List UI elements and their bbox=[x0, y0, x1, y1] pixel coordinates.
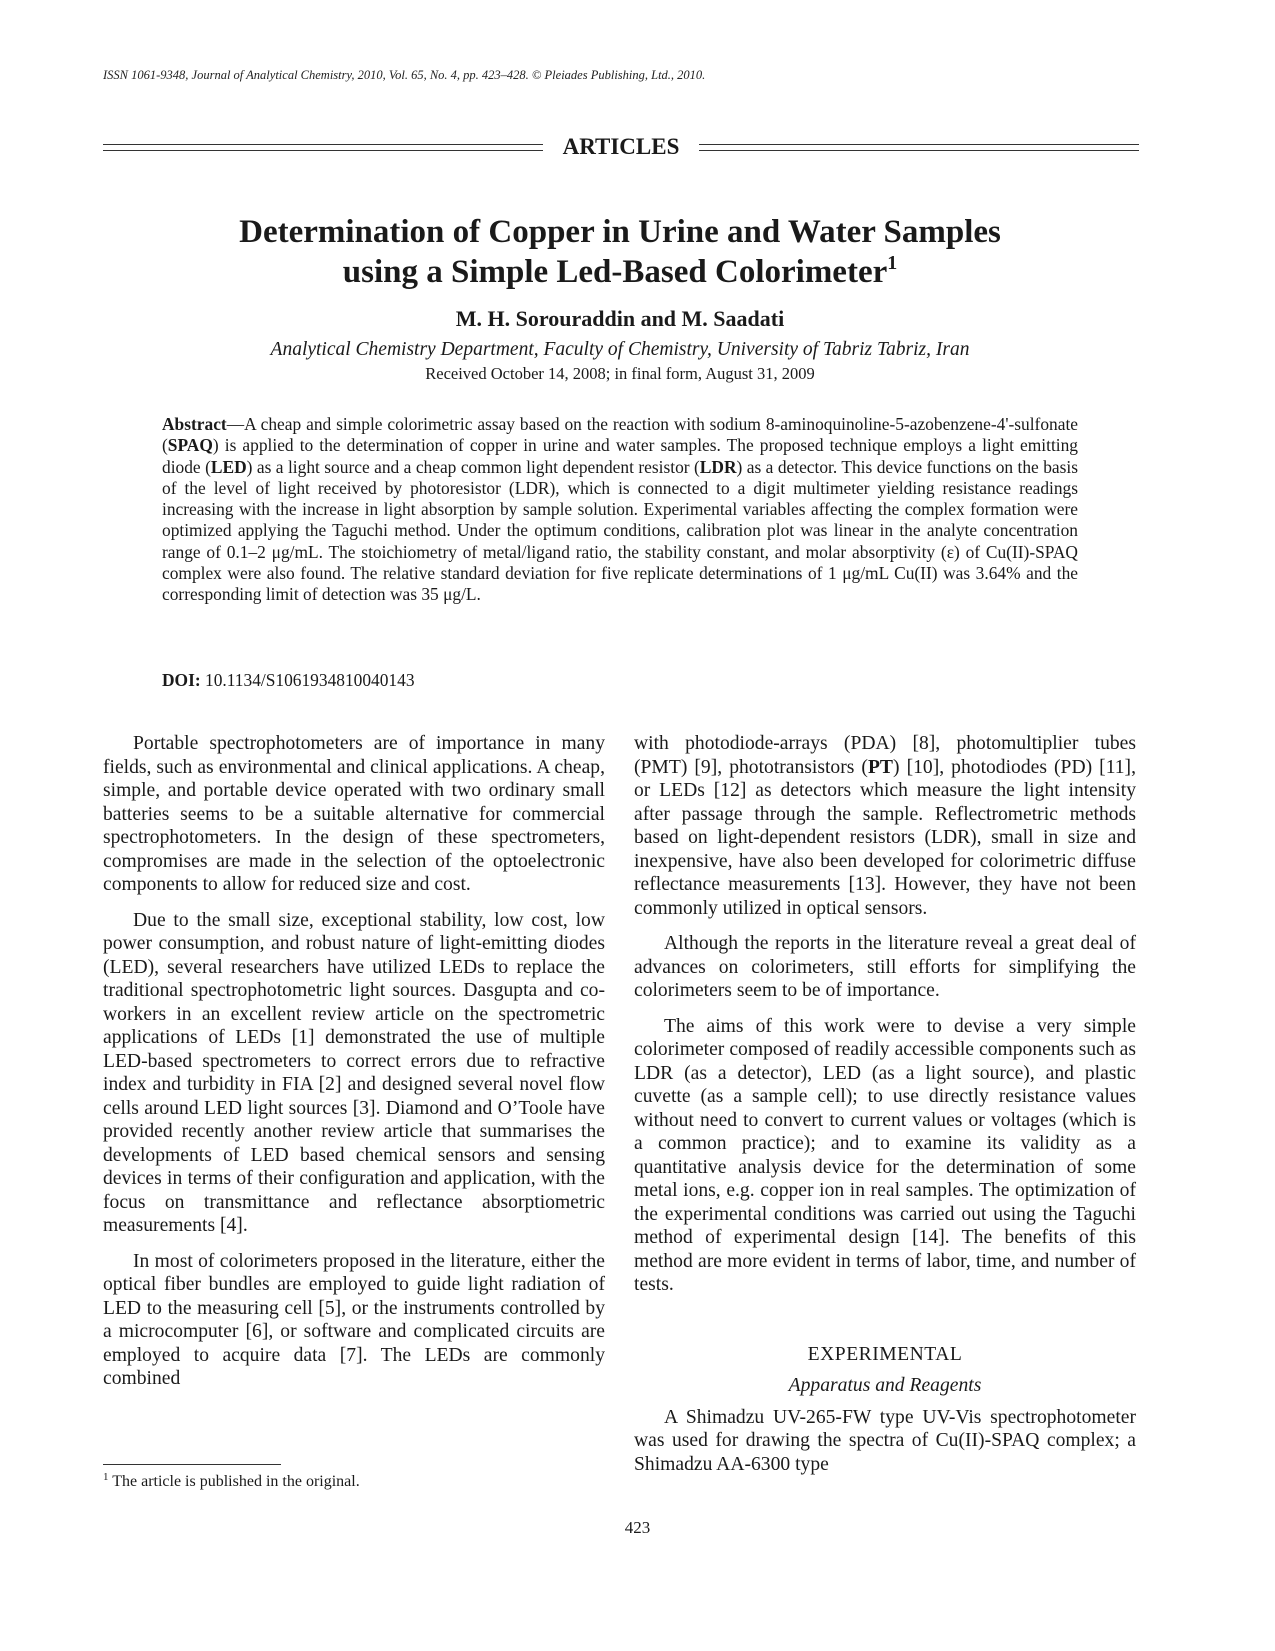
abstract-text-3: ) as a light source and a cheap common light dependent resistor ( bbox=[246, 456, 700, 477]
section-banner bbox=[103, 134, 1139, 164]
paragraph: Due to the small size, exceptional stability, low cost, low power consumption, and robust nature of light-emitting diodes (LED), several researchers have utilized LEDs to replace the traditional spectrophotometric light sources. Dasgupta and co-workers in an excellent review article on the spectrometric applications of LEDs [1] demonstrated the use of multiple LED-based spectrometers to correct errors due to refractive index and turbidity in FIA [2] and designed several novel flow cells around LED light sources [3]. Diamond and O’Toole have provided recently another review article that summarises the developments of LED based chemical sensors and sensing devices in terms of their configuration and application, with the focus on transmittance and reflectance absorptiometric measurements [4]. bbox=[103, 909, 605, 1236]
abstract-bold-spaq: SPAQ bbox=[167, 435, 213, 456]
title-line-2 bbox=[120, 252, 1120, 292]
paragraph-text: with photodiode-arrays (PDA) [8], photomultiplier tubes (PMT) [9], phototransistors ( bbox=[634, 733, 1136, 778]
abstract-bold-ldr: LDR bbox=[699, 456, 737, 477]
paragraph: A Shimadzu UV-265-FW type UV-Vis spectrophotometer was used for drawing the spectra of Cu(II)-SPAQ complex; a Shimadzu AA-6300 type bbox=[634, 1406, 1136, 1475]
section-banner-label: ARTICLES bbox=[562, 134, 680, 159]
article-title bbox=[120, 212, 1120, 292]
banner-rule-right bbox=[699, 144, 1139, 151]
subsection-heading-apparatus: Apparatus and Reagents bbox=[788, 1375, 982, 1396]
paragraph: The aims of this work were to devise a very simple colorimeter composed of readily accessible components such as LDR (as a detector), LED (as a light source), and plastic cuvette (as a sample cell); to use directly resistance values without need to convert to current values or voltages (which is a common practice); and to examine its validity as a quantitative analysis device for the determination of some metal ions, e.g. copper ion in real samples. The optimization of the experimental conditions was carried out using the Taguchi method of experimental design [14]. The benefits of this method are more evident in terms of labor, time, and number of tests. bbox=[634, 1015, 1136, 1295]
banner-rule-left bbox=[103, 144, 543, 151]
abstract-bold-led: LED bbox=[210, 456, 247, 477]
right-column bbox=[634, 732, 1136, 1476]
journal-citation: ISSN 1061-9348, Journal of Analytical Chemistry, 2010, Vol. 65, No. 4, pp. 423–428. © Pleiades Publishing, Ltd., 2010. bbox=[103, 68, 706, 82]
doi-label: DOI: bbox=[162, 670, 201, 690]
paragraph: Portable spectrophotometers are of importance in many fields, such as environmental and clinical applications. A cheap, simple, and portable device operated with two ordinary small batteries seems to be a suitable alternative for commercial spectrophotometers. In the design of these spectrometers, compromises are made in the selection of the optoelectronic components to allow for reduced size and cost. bbox=[103, 733, 605, 895]
abstract-text-1: —A cheap and simple colorimetric assay based on the reaction with sodium 8-aminoquinoline-5-azobenzene-4'-sulfonate ( bbox=[162, 414, 1078, 456]
received-dates: Received October 14, 2008; in final form, August 31, 2009 bbox=[425, 364, 815, 383]
title-line-2-text: using a Simple Led-Based Colorimeter bbox=[342, 254, 888, 290]
doi-link[interactable]: 10.1134/S1061934810040143 bbox=[205, 670, 415, 690]
footnote bbox=[103, 1473, 360, 1491]
section-heading-experimental: EXPERIMENTAL bbox=[807, 1343, 963, 1365]
title-line-1: Determination of Copper in Urine and Water Samples bbox=[239, 214, 1001, 250]
title-footnote-mark[interactable]: 1 bbox=[887, 252, 898, 274]
paragraph: In most of colorimeters proposed in the literature, either the optical fiber bundles are employed to guide light radiation of LED to the measuring cell [5], or the instruments controlled by a microcomputer [6], or software and complicated circuits are employed to acquire data [7]. The LEDs are commonly combined bbox=[103, 1250, 605, 1389]
authors: M. H. Sorouraddin and M. Saadati bbox=[455, 306, 785, 331]
footnote-text: The article is published in the original. bbox=[108, 1473, 360, 1490]
footnote-divider bbox=[103, 1464, 281, 1465]
paragraph-bold-pt: PT bbox=[867, 756, 893, 778]
abstract-label: Abstract bbox=[162, 414, 227, 434]
affiliation: Analytical Chemistry Department, Faculty of Chemistry, University of Tabriz Tabriz, Iran bbox=[270, 339, 970, 360]
abstract-text-2: ) is applied to the determination of copper in urine and water samples. The proposed technique employs a light emitting diode ( bbox=[162, 435, 1078, 477]
paragraph-text: ) [10], photodiodes (PD) [11], or LEDs [12] as detectors which measure the light intensity after passage through the sample. Reflectrometric methods based on light-dependent resistors (LDR), small in size and inexpensive, have also been developed for colorimetric diffuse reflectance measurements [13]. However, they have not been commonly utilized in optical sensors. bbox=[634, 756, 1136, 919]
paragraph: Although the reports in the literature reveal a great deal of advances on colorimeters, still efforts for simplifying the colorimeters seem to be of importance. bbox=[634, 933, 1136, 1001]
abstract bbox=[162, 414, 1078, 606]
left-column bbox=[103, 732, 605, 1391]
abstract-text-4: ) as a detector. This device functions on the basis of the level of light received by photoresistor (LDR), which is connected to a digit multimeter yielding resistance readings increasing with the increase in light absorption by sample solution. Experimental variables affecting the complex formation were optimized applying the Taguchi method. Under the optimum conditions, calibration plot was linear in the analyte concentration range of 0.1–2 μg/mL. The stoichiometry of metal/ligand ratio, the stability constant, and molar absorptivity (ε) of Cu(II)-SPAQ complex were also found. The relative standard deviation for five replicate determinations of 1 μg/mL Cu(II) was 3.64% and the corresponding limit of detection was 35 μg/L. bbox=[162, 456, 1079, 605]
paragraph-continued bbox=[634, 732, 1136, 920]
doi bbox=[162, 670, 415, 691]
footnote-mark: 1 bbox=[103, 1471, 109, 1483]
page-number: 423 bbox=[624, 1518, 651, 1537]
